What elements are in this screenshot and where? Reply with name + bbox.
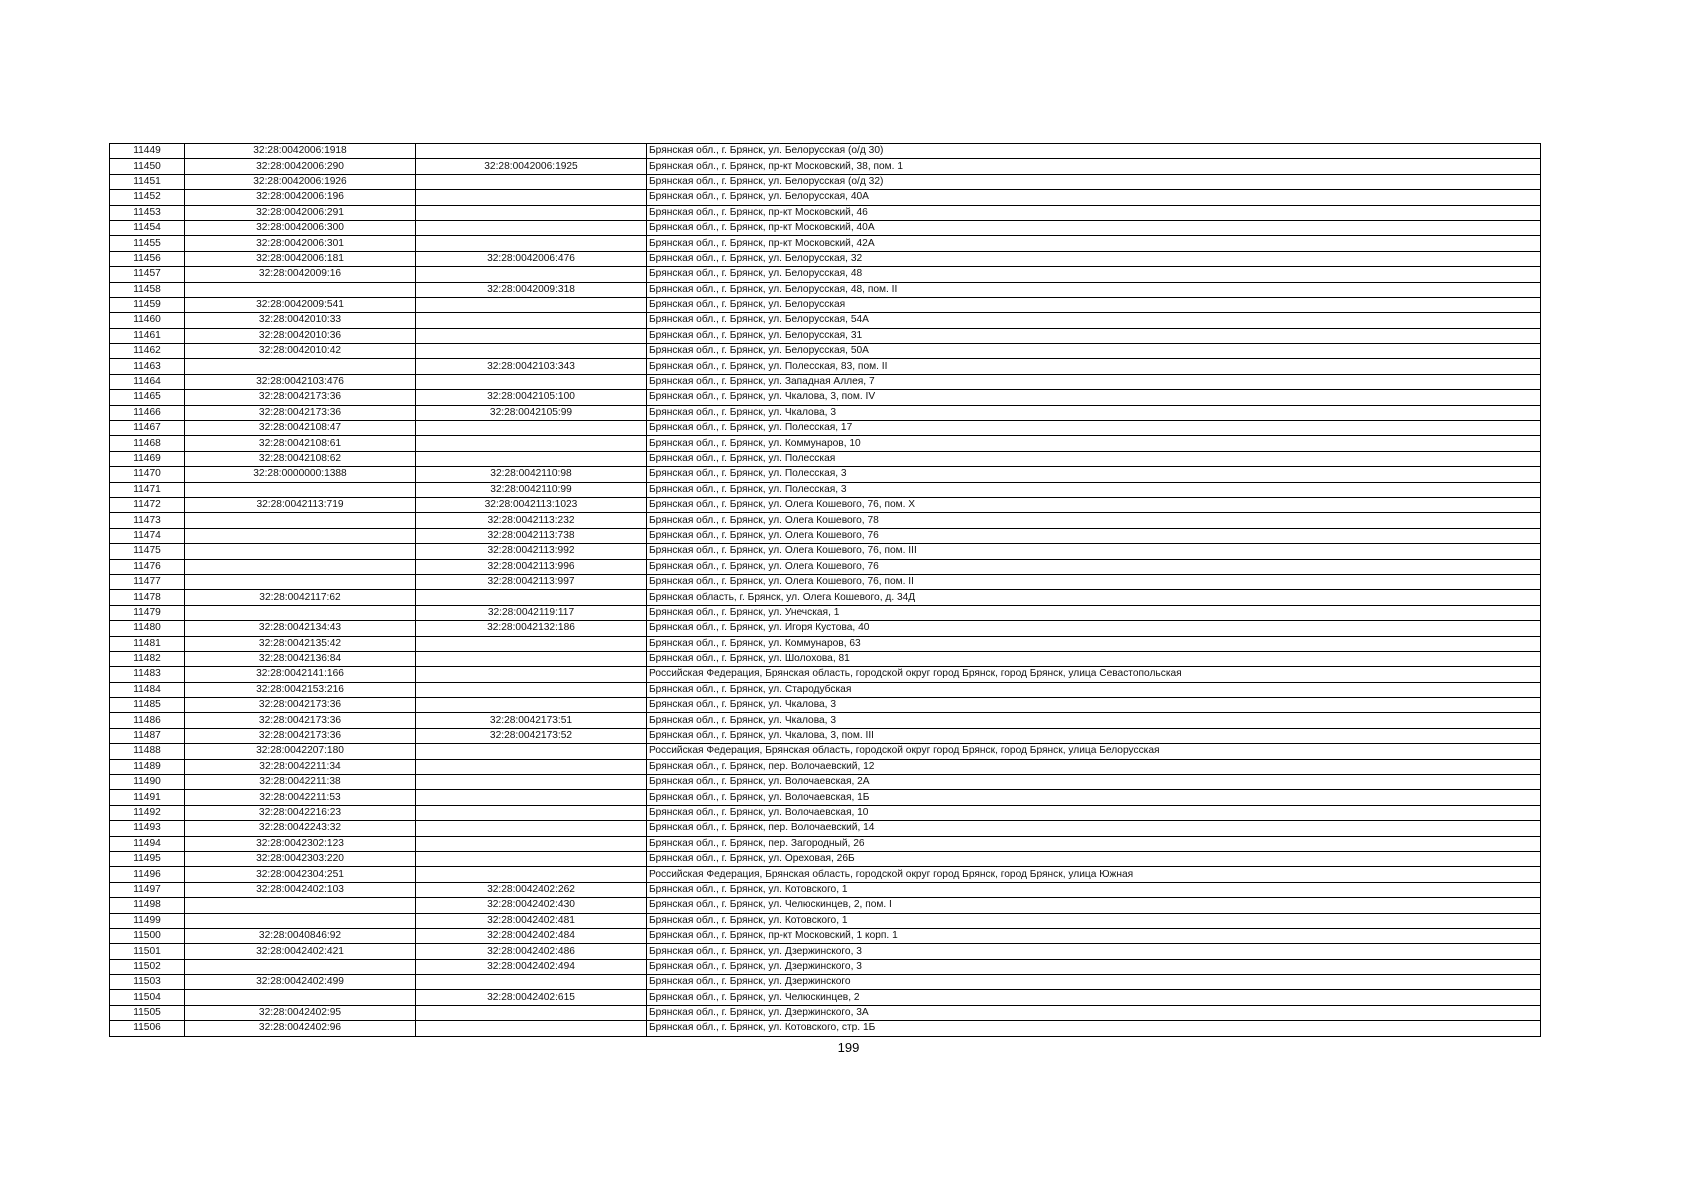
table-row bbox=[110, 882, 1541, 897]
table-row bbox=[110, 374, 1541, 389]
cadastral-number-cell: 32:28:0042402:499 bbox=[185, 975, 416, 990]
row-number-cell: 11499 bbox=[110, 913, 185, 928]
address-cell: Брянская обл., г. Брянск, ул. Полесская, 83, пом. II bbox=[647, 359, 1541, 374]
row-number-cell: 11502 bbox=[110, 959, 185, 974]
table-row bbox=[110, 144, 1541, 159]
cadastral-number-cell: 32:28:0042211:38 bbox=[185, 775, 416, 790]
cadastral-number-cell: 32:28:0042402:96 bbox=[185, 1021, 416, 1036]
address-cell: Российская Федерация, Брянская область, городской округ город Брянск, город Брянск, улица Южная bbox=[647, 867, 1541, 882]
related-cadastral-number-cell bbox=[416, 174, 647, 189]
address-cell: Брянская обл., г. Брянск, ул. Белорусская (о/д 32) bbox=[647, 174, 1541, 189]
related-cadastral-number-cell bbox=[416, 836, 647, 851]
cadastral-number-cell: 32:28:0042216:23 bbox=[185, 805, 416, 820]
table-row bbox=[110, 944, 1541, 959]
related-cadastral-number-cell bbox=[416, 220, 647, 235]
cadastral-number-cell: 32:28:0042141:166 bbox=[185, 667, 416, 682]
row-number-cell: 11481 bbox=[110, 636, 185, 651]
table-row bbox=[110, 913, 1541, 928]
related-cadastral-number-cell bbox=[416, 236, 647, 251]
address-cell: Брянская обл., г. Брянск, ул. Коммунаров, 10 bbox=[647, 436, 1541, 451]
address-cell: Брянская обл., г. Брянск, ул. Волочаевская, 2А bbox=[647, 775, 1541, 790]
address-cell: Брянская обл., г. Брянск, ул. Волочаевская, 10 bbox=[647, 805, 1541, 820]
address-cell: Брянская обл., г. Брянск, пер. Волочаевский, 12 bbox=[647, 759, 1541, 774]
related-cadastral-number-cell bbox=[416, 851, 647, 866]
address-cell: Брянская обл., г. Брянск, ул. Белорусская, 48 bbox=[647, 267, 1541, 282]
table-row bbox=[110, 805, 1541, 820]
table-row bbox=[110, 436, 1541, 451]
table-row bbox=[110, 1021, 1541, 1036]
table-row bbox=[110, 544, 1541, 559]
address-cell: Брянская обл., г. Брянск, ул. Чкалова, 3, пом. IV bbox=[647, 390, 1541, 405]
related-cadastral-number-cell bbox=[416, 636, 647, 651]
cadastral-number-cell: 32:28:0042010:36 bbox=[185, 328, 416, 343]
related-cadastral-number-cell bbox=[416, 421, 647, 436]
row-number-cell: 11462 bbox=[110, 344, 185, 359]
table-row bbox=[110, 636, 1541, 651]
row-number-cell: 11489 bbox=[110, 759, 185, 774]
related-cadastral-number-cell bbox=[416, 374, 647, 389]
cadastral-number-cell bbox=[185, 898, 416, 913]
address-cell: Брянская обл., г. Брянск, ул. Олега Кошевого, 78 bbox=[647, 513, 1541, 528]
address-cell: Брянская обл., г. Брянск, ул. Олега Кошевого, 76, пом. X bbox=[647, 497, 1541, 512]
row-number-cell: 11492 bbox=[110, 805, 185, 820]
address-cell: Брянская обл., г. Брянск, ул. Дзержинского bbox=[647, 975, 1541, 990]
table-row bbox=[110, 867, 1541, 882]
table-row bbox=[110, 159, 1541, 174]
cadastral-number-cell: 32:28:0042135:42 bbox=[185, 636, 416, 651]
related-cadastral-number-cell: 32:28:0042402:486 bbox=[416, 944, 647, 959]
address-cell: Брянская обл., г. Брянск, пер. Загородный, 26 bbox=[647, 836, 1541, 851]
cadastral-number-cell: 32:28:0042211:34 bbox=[185, 759, 416, 774]
table-row bbox=[110, 344, 1541, 359]
address-cell: Брянская обл., г. Брянск, ул. Чкалова, 3 bbox=[647, 698, 1541, 713]
cadastral-number-cell bbox=[185, 528, 416, 543]
row-number-cell: 11467 bbox=[110, 421, 185, 436]
cadastral-number-cell bbox=[185, 913, 416, 928]
page-number: 199 bbox=[837, 1040, 860, 1055]
address-cell: Брянская обл., г. Брянск, ул. Чкалова, 3 bbox=[647, 713, 1541, 728]
row-number-cell: 11501 bbox=[110, 944, 185, 959]
related-cadastral-number-cell bbox=[416, 590, 647, 605]
row-number-cell: 11477 bbox=[110, 574, 185, 589]
related-cadastral-number-cell: 32:28:0042402:494 bbox=[416, 959, 647, 974]
table-row bbox=[110, 467, 1541, 482]
related-cadastral-number-cell: 32:28:0042173:52 bbox=[416, 728, 647, 743]
cadastral-number-cell: 32:28:0042173:36 bbox=[185, 713, 416, 728]
row-number-cell: 11465 bbox=[110, 390, 185, 405]
table-row bbox=[110, 821, 1541, 836]
address-cell: Брянская обл., г. Брянск, ул. Олега Кошевого, 76, пом. III bbox=[647, 544, 1541, 559]
cadastral-number-cell bbox=[185, 959, 416, 974]
cadastral-number-cell: 32:28:0042211:53 bbox=[185, 790, 416, 805]
related-cadastral-number-cell bbox=[416, 205, 647, 220]
related-cadastral-number-cell bbox=[416, 267, 647, 282]
cadastral-number-cell: 32:28:0040846:92 bbox=[185, 928, 416, 943]
table-row bbox=[110, 759, 1541, 774]
address-cell: Брянская обл., г. Брянск, ул. Дзержинского, 3 bbox=[647, 959, 1541, 974]
row-number-cell: 11505 bbox=[110, 1005, 185, 1020]
row-number-cell: 11450 bbox=[110, 159, 185, 174]
address-cell: Брянская обл., г. Брянск, ул. Белорусская, 50А bbox=[647, 344, 1541, 359]
related-cadastral-number-cell bbox=[416, 805, 647, 820]
related-cadastral-number-cell: 32:28:0042105:100 bbox=[416, 390, 647, 405]
address-cell: Брянская обл., г. Брянск, ул. Дзержинского, 3А bbox=[647, 1005, 1541, 1020]
related-cadastral-number-cell: 32:28:0042173:51 bbox=[416, 713, 647, 728]
address-cell: Брянская обл., г. Брянск, ул. Чкалова, 3 bbox=[647, 405, 1541, 420]
address-cell: Российская Федерация, Брянская область, городской округ город Брянск, город Брянск, улица Севастопольская bbox=[647, 667, 1541, 682]
address-cell: Брянская обл., г. Брянск, ул. Челюскинцев, 2 bbox=[647, 990, 1541, 1005]
related-cadastral-number-cell bbox=[416, 651, 647, 666]
related-cadastral-number-cell bbox=[416, 297, 647, 312]
address-cell: Брянская обл., г. Брянск, ул. Полесская bbox=[647, 451, 1541, 466]
cadastral-number-cell: 32:28:0042173:36 bbox=[185, 405, 416, 420]
table-row bbox=[110, 851, 1541, 866]
address-cell: Брянская обл., г. Брянск, ул. Белорусская, 32 bbox=[647, 251, 1541, 266]
cadastral-number-cell: 32:28:0042402:95 bbox=[185, 1005, 416, 1020]
address-cell: Брянская обл., г. Брянск, ул. Игоря Кустова, 40 bbox=[647, 621, 1541, 636]
cadastral-number-cell: 32:28:0042006:1926 bbox=[185, 174, 416, 189]
cadastral-number-cell bbox=[185, 559, 416, 574]
related-cadastral-number-cell bbox=[416, 975, 647, 990]
cadastral-number-cell: 32:28:0042402:103 bbox=[185, 882, 416, 897]
address-cell: Брянская обл., г. Брянск, ул. Чкалова, 3, пом. III bbox=[647, 728, 1541, 743]
table-row bbox=[110, 174, 1541, 189]
row-number-cell: 11475 bbox=[110, 544, 185, 559]
related-cadastral-number-cell: 32:28:0042113:996 bbox=[416, 559, 647, 574]
address-cell: Брянская обл., г. Брянск, ул. Белорусская, 54А bbox=[647, 313, 1541, 328]
address-cell: Брянская обл., г. Брянск, ул. Котовского, стр. 1Б bbox=[647, 1021, 1541, 1036]
row-number-cell: 11459 bbox=[110, 297, 185, 312]
row-number-cell: 11474 bbox=[110, 528, 185, 543]
table-row bbox=[110, 390, 1541, 405]
related-cadastral-number-cell: 32:28:0042113:992 bbox=[416, 544, 647, 559]
row-number-cell: 11464 bbox=[110, 374, 185, 389]
table-row bbox=[110, 528, 1541, 543]
address-cell: Брянская обл., г. Брянск, пр-кт Московский, 42А bbox=[647, 236, 1541, 251]
cadastral-number-cell: 32:28:0042153:216 bbox=[185, 682, 416, 697]
address-cell: Брянская обл., г. Брянск, ул. Котовского, 1 bbox=[647, 913, 1541, 928]
related-cadastral-number-cell bbox=[416, 1005, 647, 1020]
address-cell: Брянская обл., г. Брянск, ул. Унечская, 1 bbox=[647, 605, 1541, 620]
cadastral-number-cell: 32:28:0042117:62 bbox=[185, 590, 416, 605]
address-cell: Брянская обл., г. Брянск, ул. Шолохова, 81 bbox=[647, 651, 1541, 666]
cadastral-number-cell: 32:28:0042006:300 bbox=[185, 220, 416, 235]
related-cadastral-number-cell: 32:28:0042132:186 bbox=[416, 621, 647, 636]
row-number-cell: 11466 bbox=[110, 405, 185, 420]
address-cell: Брянская обл., г. Брянск, ул. Полесская, 3 bbox=[647, 482, 1541, 497]
table-row bbox=[110, 744, 1541, 759]
row-number-cell: 11471 bbox=[110, 482, 185, 497]
related-cadastral-number-cell bbox=[416, 821, 647, 836]
row-number-cell: 11487 bbox=[110, 728, 185, 743]
related-cadastral-number-cell bbox=[416, 344, 647, 359]
row-number-cell: 11504 bbox=[110, 990, 185, 1005]
related-cadastral-number-cell: 32:28:0042402:615 bbox=[416, 990, 647, 1005]
table-row bbox=[110, 1005, 1541, 1020]
address-cell: Российская Федерация, Брянская область, городской округ город Брянск, город Брянск, улица Белорусская bbox=[647, 744, 1541, 759]
row-number-cell: 11494 bbox=[110, 836, 185, 851]
address-cell: Брянская обл., г. Брянск, ул. Олега Кошевого, 76 bbox=[647, 528, 1541, 543]
cadastral-number-cell bbox=[185, 990, 416, 1005]
address-cell: Брянская обл., г. Брянск, ул. Котовского, 1 bbox=[647, 882, 1541, 897]
cadastral-number-cell: 32:28:0042108:61 bbox=[185, 436, 416, 451]
row-number-cell: 11468 bbox=[110, 436, 185, 451]
related-cadastral-number-cell bbox=[416, 682, 647, 697]
row-number-cell: 11455 bbox=[110, 236, 185, 251]
cadastral-number-cell: 32:28:0042173:36 bbox=[185, 728, 416, 743]
table-row bbox=[110, 205, 1541, 220]
cadastral-number-cell: 32:28:0042006:181 bbox=[185, 251, 416, 266]
row-number-cell: 11454 bbox=[110, 220, 185, 235]
related-cadastral-number-cell bbox=[416, 451, 647, 466]
address-cell: Брянская обл., г. Брянск, ул. Волочаевская, 1Б bbox=[647, 790, 1541, 805]
cadastral-number-cell: 32:28:0042010:33 bbox=[185, 313, 416, 328]
row-number-cell: 11484 bbox=[110, 682, 185, 697]
cadastral-number-cell bbox=[185, 282, 416, 297]
table-row bbox=[110, 559, 1541, 574]
related-cadastral-number-cell bbox=[416, 775, 647, 790]
row-number-cell: 11461 bbox=[110, 328, 185, 343]
row-number-cell: 11483 bbox=[110, 667, 185, 682]
row-number-cell: 11496 bbox=[110, 867, 185, 882]
row-number-cell: 11479 bbox=[110, 605, 185, 620]
related-cadastral-number-cell: 32:28:0042113:997 bbox=[416, 574, 647, 589]
row-number-cell: 11495 bbox=[110, 851, 185, 866]
row-number-cell: 11476 bbox=[110, 559, 185, 574]
row-number-cell: 11503 bbox=[110, 975, 185, 990]
address-cell: Брянская обл., г. Брянск, ул. Стародубская bbox=[647, 682, 1541, 697]
table-row bbox=[110, 497, 1541, 512]
related-cadastral-number-cell bbox=[416, 190, 647, 205]
row-number-cell: 11469 bbox=[110, 451, 185, 466]
address-cell: Брянская обл., г. Брянск, пер. Волочаевский, 14 bbox=[647, 821, 1541, 836]
row-number-cell: 11497 bbox=[110, 882, 185, 897]
related-cadastral-number-cell: 32:28:0042402:484 bbox=[416, 928, 647, 943]
cadastral-number-cell: 32:28:0042010:42 bbox=[185, 344, 416, 359]
address-cell: Брянская обл., г. Брянск, ул. Белорусская, 31 bbox=[647, 328, 1541, 343]
table-row bbox=[110, 728, 1541, 743]
address-cell: Брянская обл., г. Брянск, ул. Олега Кошевого, 76, пом. II bbox=[647, 574, 1541, 589]
cadastral-number-cell: 32:28:0042207:180 bbox=[185, 744, 416, 759]
table-row bbox=[110, 682, 1541, 697]
row-number-cell: 11488 bbox=[110, 744, 185, 759]
cadastral-number-cell: 32:28:0042303:220 bbox=[185, 851, 416, 866]
related-cadastral-number-cell: 32:28:0042009:318 bbox=[416, 282, 647, 297]
table-row bbox=[110, 605, 1541, 620]
table-row bbox=[110, 220, 1541, 235]
cadastral-number-cell: 32:28:0042108:62 bbox=[185, 451, 416, 466]
address-cell: Брянская обл., г. Брянск, ул. Белорусская bbox=[647, 297, 1541, 312]
row-number-cell: 11473 bbox=[110, 513, 185, 528]
table-row bbox=[110, 790, 1541, 805]
table-row bbox=[110, 667, 1541, 682]
address-cell: Брянская обл., г. Брянск, ул. Белорусская (о/д 30) bbox=[647, 144, 1541, 159]
address-cell: Брянская обл., г. Брянск, ул. Западная Аллея, 7 bbox=[647, 374, 1541, 389]
row-number-cell: 11457 bbox=[110, 267, 185, 282]
row-number-cell: 11506 bbox=[110, 1021, 185, 1036]
row-number-cell: 11463 bbox=[110, 359, 185, 374]
address-cell: Брянская обл., г. Брянск, ул. Полесская, 17 bbox=[647, 421, 1541, 436]
address-cell: Брянская обл., г. Брянск, пр-кт Московский, 46 bbox=[647, 205, 1541, 220]
cadastral-number-cell: 32:28:0042009:541 bbox=[185, 297, 416, 312]
table-row bbox=[110, 451, 1541, 466]
row-number-cell: 11458 bbox=[110, 282, 185, 297]
cadastral-number-cell: 32:28:0042173:36 bbox=[185, 390, 416, 405]
table-row bbox=[110, 590, 1541, 605]
related-cadastral-number-cell bbox=[416, 328, 647, 343]
related-cadastral-number-cell: 32:28:0042113:232 bbox=[416, 513, 647, 528]
table-row bbox=[110, 328, 1541, 343]
related-cadastral-number-cell: 32:28:0042103:343 bbox=[416, 359, 647, 374]
address-cell: Брянская обл., г. Брянск, ул. Белорусская, 40А bbox=[647, 190, 1541, 205]
related-cadastral-number-cell bbox=[416, 698, 647, 713]
table-row bbox=[110, 405, 1541, 420]
row-number-cell: 11482 bbox=[110, 651, 185, 666]
table-row bbox=[110, 574, 1541, 589]
table-row bbox=[110, 959, 1541, 974]
table-row bbox=[110, 836, 1541, 851]
row-number-cell: 11449 bbox=[110, 144, 185, 159]
table-row bbox=[110, 282, 1541, 297]
cadastral-number-cell: 32:28:0042113:719 bbox=[185, 497, 416, 512]
table-row bbox=[110, 482, 1541, 497]
address-cell: Брянская обл., г. Брянск, ул. Олега Кошевого, 76 bbox=[647, 559, 1541, 574]
cadastral-number-cell: 32:28:0000000:1388 bbox=[185, 467, 416, 482]
table-row bbox=[110, 359, 1541, 374]
cadastral-number-cell: 32:28:0042006:301 bbox=[185, 236, 416, 251]
cadastral-number-cell: 32:28:0042006:1918 bbox=[185, 144, 416, 159]
cadastral-number-cell: 32:28:0042243:32 bbox=[185, 821, 416, 836]
table-row bbox=[110, 775, 1541, 790]
table-row bbox=[110, 190, 1541, 205]
row-number-cell: 11453 bbox=[110, 205, 185, 220]
cadastral-number-cell: 32:28:0042006:291 bbox=[185, 205, 416, 220]
row-number-cell: 11452 bbox=[110, 190, 185, 205]
cadastral-number-cell: 32:28:0042136:84 bbox=[185, 651, 416, 666]
row-number-cell: 11460 bbox=[110, 313, 185, 328]
related-cadastral-number-cell: 32:28:0042110:98 bbox=[416, 467, 647, 482]
cadastral-number-cell: 32:28:0042103:476 bbox=[185, 374, 416, 389]
address-cell: Брянская обл., г. Брянск, ул. Коммунаров, 63 bbox=[647, 636, 1541, 651]
cadastral-number-cell: 32:28:0042304:251 bbox=[185, 867, 416, 882]
table-row bbox=[110, 421, 1541, 436]
row-number-cell: 11491 bbox=[110, 790, 185, 805]
related-cadastral-number-cell bbox=[416, 313, 647, 328]
table-row bbox=[110, 297, 1541, 312]
cadastral-number-cell: 32:28:0042402:421 bbox=[185, 944, 416, 959]
related-cadastral-number-cell bbox=[416, 759, 647, 774]
related-cadastral-number-cell: 32:28:0042113:738 bbox=[416, 528, 647, 543]
table-row bbox=[110, 236, 1541, 251]
table-row bbox=[110, 990, 1541, 1005]
row-number-cell: 11500 bbox=[110, 928, 185, 943]
row-number-cell: 11456 bbox=[110, 251, 185, 266]
related-cadastral-number-cell bbox=[416, 144, 647, 159]
registry-table-body bbox=[110, 144, 1541, 1037]
address-cell: Брянская обл., г. Брянск, пр-кт Московский, 1 корп. 1 bbox=[647, 928, 1541, 943]
related-cadastral-number-cell bbox=[416, 667, 647, 682]
address-cell: Брянская обл., г. Брянск, ул. Полесская, 3 bbox=[647, 467, 1541, 482]
table-row bbox=[110, 651, 1541, 666]
related-cadastral-number-cell: 32:28:0042113:1023 bbox=[416, 497, 647, 512]
table-row bbox=[110, 513, 1541, 528]
table-row bbox=[110, 267, 1541, 282]
related-cadastral-number-cell: 32:28:0042105:99 bbox=[416, 405, 647, 420]
table-row bbox=[110, 621, 1541, 636]
table-row bbox=[110, 975, 1541, 990]
cadastral-number-cell: 32:28:0042006:290 bbox=[185, 159, 416, 174]
row-number-cell: 11478 bbox=[110, 590, 185, 605]
row-number-cell: 11485 bbox=[110, 698, 185, 713]
cadastral-number-cell bbox=[185, 359, 416, 374]
related-cadastral-number-cell bbox=[416, 436, 647, 451]
related-cadastral-number-cell bbox=[416, 790, 647, 805]
address-cell: Брянская обл., г. Брянск, ул. Челюскинцев, 2, пом. I bbox=[647, 898, 1541, 913]
cadastral-number-cell: 32:28:0042108:47 bbox=[185, 421, 416, 436]
related-cadastral-number-cell: 32:28:0042402:481 bbox=[416, 913, 647, 928]
row-number-cell: 11472 bbox=[110, 497, 185, 512]
related-cadastral-number-cell: 32:28:0042402:430 bbox=[416, 898, 647, 913]
cadastral-number-cell: 32:28:0042009:16 bbox=[185, 267, 416, 282]
table-row bbox=[110, 251, 1541, 266]
cadastral-number-cell: 32:28:0042173:36 bbox=[185, 698, 416, 713]
table-row bbox=[110, 928, 1541, 943]
address-cell: Брянская обл., г. Брянск, пр-кт Московский, 40А bbox=[647, 220, 1541, 235]
cadastral-number-cell bbox=[185, 513, 416, 528]
row-number-cell: 11490 bbox=[110, 775, 185, 790]
related-cadastral-number-cell: 32:28:0042006:1925 bbox=[416, 159, 647, 174]
table-row bbox=[110, 713, 1541, 728]
row-number-cell: 11493 bbox=[110, 821, 185, 836]
related-cadastral-number-cell: 32:28:0042110:99 bbox=[416, 482, 647, 497]
address-cell: Брянская обл., г. Брянск, ул. Ореховая, 26Б bbox=[647, 851, 1541, 866]
row-number-cell: 11451 bbox=[110, 174, 185, 189]
row-number-cell: 11498 bbox=[110, 898, 185, 913]
related-cadastral-number-cell: 32:28:0042006:476 bbox=[416, 251, 647, 266]
registry-table bbox=[109, 143, 1541, 1037]
related-cadastral-number-cell: 32:28:0042402:262 bbox=[416, 882, 647, 897]
table-row bbox=[110, 698, 1541, 713]
cadastral-number-cell bbox=[185, 605, 416, 620]
related-cadastral-number-cell bbox=[416, 744, 647, 759]
address-cell: Брянская обл., г. Брянск, ул. Белорусская, 48, пом. II bbox=[647, 282, 1541, 297]
table-row bbox=[110, 898, 1541, 913]
row-number-cell: 11480 bbox=[110, 621, 185, 636]
cadastral-number-cell: 32:28:0042134:43 bbox=[185, 621, 416, 636]
address-cell: Брянская обл., г. Брянск, ул. Дзержинского, 3 bbox=[647, 944, 1541, 959]
table-row bbox=[110, 313, 1541, 328]
related-cadastral-number-cell bbox=[416, 867, 647, 882]
row-number-cell: 11470 bbox=[110, 467, 185, 482]
cadastral-number-cell bbox=[185, 544, 416, 559]
cadastral-number-cell bbox=[185, 574, 416, 589]
related-cadastral-number-cell bbox=[416, 1021, 647, 1036]
cadastral-number-cell: 32:28:0042302:123 bbox=[185, 836, 416, 851]
address-cell: Брянская обл., г. Брянск, пр-кт Московский, 38, пом. 1 bbox=[647, 159, 1541, 174]
row-number-cell: 11486 bbox=[110, 713, 185, 728]
cadastral-number-cell: 32:28:0042006:196 bbox=[185, 190, 416, 205]
address-cell: Брянская область, г. Брянск, ул. Олега Кошевого, д. 34Д bbox=[647, 590, 1541, 605]
related-cadastral-number-cell: 32:28:0042119:117 bbox=[416, 605, 647, 620]
cadastral-number-cell bbox=[185, 482, 416, 497]
